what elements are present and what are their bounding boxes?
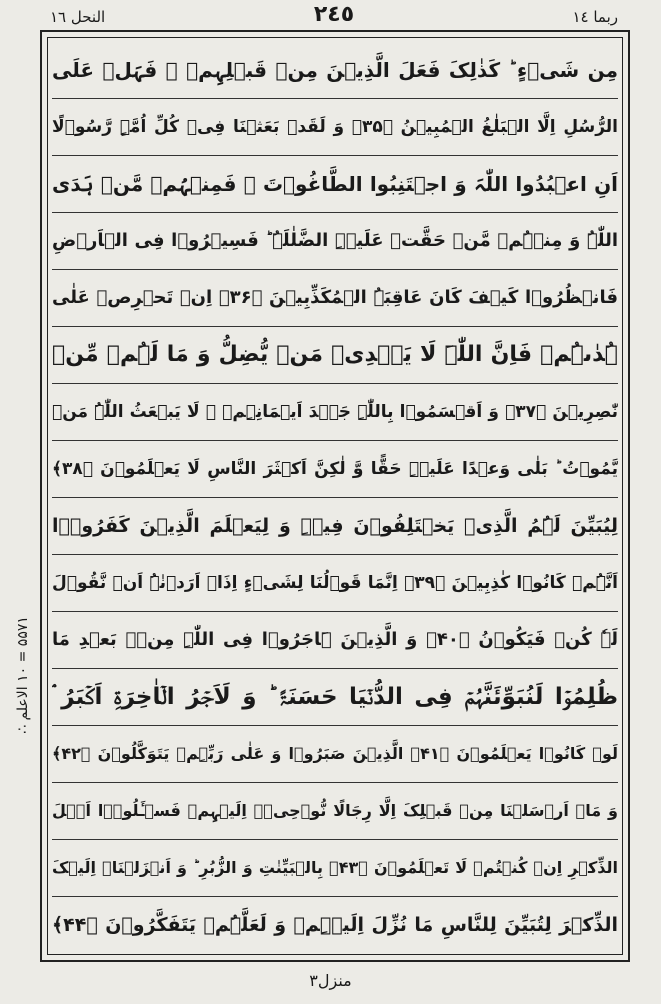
- text-line: ظُلِمُوۡا لَنُبَوِّئَنَّہُمۡ فِی الدُّنۡیَا حَسَنَۃً ؕ وَ لَاَجۡرُ الۡاٰخِرَۃِ اَکۡبَرُ ۘ: [52, 684, 618, 710]
- text-line: لَہٗ کُنۡ فَیَکُوۡنُ ﴿۴۰﴾ وَ الَّذِیۡنَ ہَاجَرُوۡا فِی اللّٰہِ مِنۡۢ بَعۡدِ مَا: [52, 629, 618, 650]
- text-line: مِن شَیۡءٍ ؕ کَذٰلِکَ فَعَلَ الَّذِیۡنَ مِنۡ قَبۡلِہِمۡ ۚ فَہَلۡ عَلَی: [52, 58, 618, 82]
- margin-note: [8, 600, 38, 750]
- text-line: الرُّسُلِ اِلَّا الۡبَلٰغُ الۡمُبِیۡنُ ﴿۳۵﴾ وَ لَقَدۡ بَعَثۡنَا فِیۡ کُلِّ اُمَّۃٍ رَّسُوۡلًا: [52, 117, 618, 137]
- text-line: یَّمُوۡتُ ؕ بَلٰی وَعۡدًا عَلَیۡہِ حَقًّا وَّ لٰکِنَّ اَکۡثَرَ النَّاسِ لَا یَعۡلَمُوۡنَ ﴿۳۸﴾: [52, 459, 618, 479]
- text-line: اَنَّہُمۡ کَانُوۡا کٰذِبِیۡنَ ﴿۳۹﴾ اِنَّمَا قَوۡلُنَا لِشَیۡءٍ اِذَاۤ اَرَدۡنٰہُ اَنۡ نَّقُوۡلَ: [52, 573, 618, 593]
- text-line: نّٰصِرِیۡنَ ﴿۳۷﴾ وَ اَقۡسَمُوۡا بِاللّٰہِ جَہۡدَ اَیۡمَانِہِمۡ ۙ لَا یَبۡعَثُ اللّٰہُ مَنۡ: [52, 402, 618, 422]
- surah-name-label: النحل ١٦: [50, 8, 106, 26]
- page-number: ٢٤٥: [313, 2, 355, 27]
- text-line: الذِّکۡرِ اِنۡ کُنۡتُمۡ لَا تَعۡلَمُوۡنَ ﴿۴۳﴾ بِالۡبَیِّنٰتِ وَ الزُّبُرِ ؕ وَ اَنۡزَلۡنَاۤ اِلَیۡکَ: [52, 858, 618, 877]
- text-line: الذِّکۡرَ لِتُبَیِّنَ لِلنَّاسِ مَا نُزِّلَ اِلَیۡہِمۡ وَ لَعَلَّہُمۡ یَتَفَکَّرُوۡنَ ﴿۴۴﴾: [52, 914, 618, 936]
- text-line: لِیُبَیِّنَ لَہُمُ الَّذِیۡ یَخۡتَلِفُوۡنَ فِیۡہِ وَ لِیَعۡلَمَ الَّذِیۡنَ کَفَرُوۡۤا: [52, 515, 618, 537]
- text-body: [52, 42, 618, 950]
- margin-note-text: ۵۵۷۱ = ١٠ الاعلم ∴: [15, 616, 31, 734]
- text-line: لَوۡ کَانُوۡا یَعۡلَمُوۡنَ ﴿۴۱﴾ الَّذِیۡنَ صَبَرُوۡا وَ عَلٰی رَبِّہِمۡ یَتَوَکَّلُوۡنَ ﴿۴۲﴾: [52, 744, 618, 763]
- page-header: [44, 4, 624, 32]
- page-footer: منزل٣: [309, 971, 352, 990]
- text-line: اَنِ اعۡبُدُوا اللّٰہَ وَ اجۡتَنِبُوا الطَّاغُوۡتَ ۚ فَمِنۡہُمۡ مَّنۡ ہَدَی: [52, 172, 618, 196]
- text-line: فَانۡظُرُوۡا کَیۡفَ کَانَ عَاقِبَۃُ الۡمُکَذِّبِیۡنَ ﴿۳۶﴾ اِنۡ تَحۡرِصۡ عَلٰی: [52, 287, 618, 308]
- para-name-label: ربما ١٤: [572, 8, 618, 26]
- text-line: اللّٰہُ وَ مِنۡہُمۡ مَّنۡ حَقَّتۡ عَلَیۡہِ الضَّلٰلَۃُ ؕ فَسِیۡرُوۡا فِی الۡاَرۡضِ: [52, 230, 618, 251]
- text-line: ہُدٰىہُمۡ فَاِنَّ اللّٰہَ لَا یَہۡدِیۡ مَنۡ یُّضِلُّ وَ مَا لَہُمۡ مِّنۡ: [52, 342, 618, 367]
- text-line: وَ مَاۤ اَرۡسَلۡنَا مِنۡ قَبۡلِکَ اِلَّا رِجَالًا نُّوۡحِیۡۤ اِلَیۡہِمۡ فَسۡـَٔلُوۡۤا اَہۡلَ: [52, 801, 618, 820]
